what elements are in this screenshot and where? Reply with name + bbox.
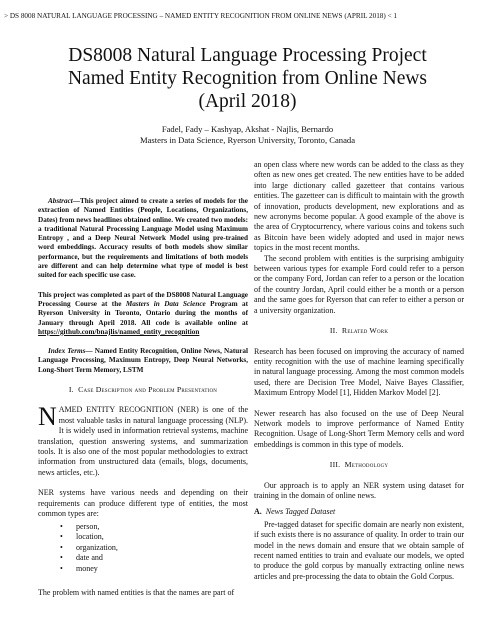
affiliation: Masters in Data Science, Ryerson University, Toronto, Canada [139,135,356,145]
list-item: • organization, [38,543,248,554]
index-terms: Index Terms— Named Entity Recognition, Online News, Natural Language Processing, Maximum Entropy, Deep Neural Networks, Long-Short Term Memory, LSTM [38,347,248,374]
drop-cap: N [38,402,57,432]
list-item: • date and [38,553,248,564]
entity-type-list [38,522,248,575]
section-1-heading: I. Case Description and Problem Presentation [68,385,218,395]
dataset-para: Pre-tagged dataset for specific domain are nearly non existent, if such exists there is no assurance of quality. In order to train our model in the news domain and ensure that we obtain sample of recent named entities to train and evaluate our models, we opted to produce the gold corpus by manually extracting online news articles and pre-processing the data to obtain the Gold Corpus. [254,519,464,581]
section-1-para-2: NER systems have various needs and depending on their requirements can produce different type of entities, the most common types are: [38,488,248,519]
left-column [38,197,248,609]
project-note: This project was completed as part of the DS8008 Natural Language Processing Course at the Masters in Data Science Program at Ryerson University in Toronto, Ontario during the months of January through April 2018. All code is available online at https://github.com/bnajlis/named_entity_recognition [38,290,248,336]
right-para-2: The second problem with entities is the surprising ambiguity between various types for example Ford could refer to a person or the company Ford, Jordan can refer to a person or the location of the country Jordan, April could either be a month or a person and the same goes for Ryerson that can refer to either a person or a university organization. [254,253,464,315]
list-item: • person, [38,522,248,533]
paper-title [0,44,495,113]
title-line-2: Named Entity Recognition from Online News [67,68,428,89]
methodology-para: Our approach is to apply an NER system using dataset for training in the domain of online news. [254,480,464,500]
section-1-para-3: The problem with named entities is that the names are part of [38,588,235,598]
right-para-1: an open class where new words can be added to the class as they often as new ones get created. The new entities have to be added into large dictionary called gazetteer that contains various entities. The gazetteer can is difficult to maintain with the growth of innovation, products development, new explorations and as new acronyms become popular. A good example of the above is the area of Cryptocurrency, where various coins and tokens such as Bitcoin have been widely adopted and used in major news topics in the most recent months. [254,160,464,253]
title-line-1: DS8008 Natural Language Processing Project [68,45,427,66]
right-column [254,160,464,592]
abstract-text: This project aimed to create a series of models for the extraction of Named Entities (People, Locations, Organizations, Dates) from news headlines obtained online. We created two models: a traditional Natural Processing Language Model using Maximum Entropy , and a Deep Neural Network Model using pre-trained word embeddings. Accuracy results of both models show similar performance, but the requirements and limitations of both models are different and can help determine what type of model is best suited for each specific use case. [38,197,248,280]
list-item: • location, [38,532,248,543]
section-1-para-1: NAMED ENTITY RECOGNITION (NER) is one of the most valuable tasks in natural language processing (NLP). It is widely used in information retrieval systems, machine translation, question answering systems, and summarization tools. It is also one of the most popular methodologies to extract information from unstructured data (emails, blogs, documents, news articles, etc.). [38,402,248,477]
subsection-a-heading: A. News Tagged Dataset [254,507,336,517]
related-work-para-2: Newer research has also focused on the use of Deep Neural Network models to improve performance of Named Entity Recognition. Usage of Long-Short Term Memory cells and word embeddings is common in this type of models. [254,408,464,449]
authors: Fadel, Fady – Kashyap, Akshat - Najlis, Bernardo [161,124,334,134]
author-block [0,124,495,146]
title-line-3: (April 2018) [198,91,297,112]
section-2-heading: II. Related Work [329,326,389,336]
abstract: Abstract—This project aimed to create a series of models for the extraction of Named Entities (People, Locations, Organizations, Dates) from news headlines obtained online. We created two models: a traditional Natural Processing Language Model using Maximum Entropy , and a Deep Neural Network Model using pre-trained word embeddings. Accuracy results of both models show similar performance, but the requirements and limitations of both models are different and can help determine what type of model is best suited for each specific use case. [38,197,248,280]
list-item: • money [38,564,248,575]
index-terms-label: Index Terms [48,347,86,356]
github-link[interactable]: https://github.com/bnajlis/named_entity_recognition [38,327,200,336]
abstract-label: Abstract [48,197,73,205]
running-header: > DS 8008 NATURAL LANGUAGE PROCESSING – NAMED ENTITY RECOGNITION FROM ONLINE NEWS (APRIL 2018) < 1 [4,12,398,20]
section-3-heading: III. Methodology [329,460,389,470]
related-work-para-1: Research has been focused on improving the accuracy of named entity recognition with the use of machine learning specifically in natural language processing. Among the most common models used, there are Decision Tree Model, Naive Bayes Classifier, Maximum Entropy Model [1], Hidden Markov Model [2]. [254,346,464,398]
